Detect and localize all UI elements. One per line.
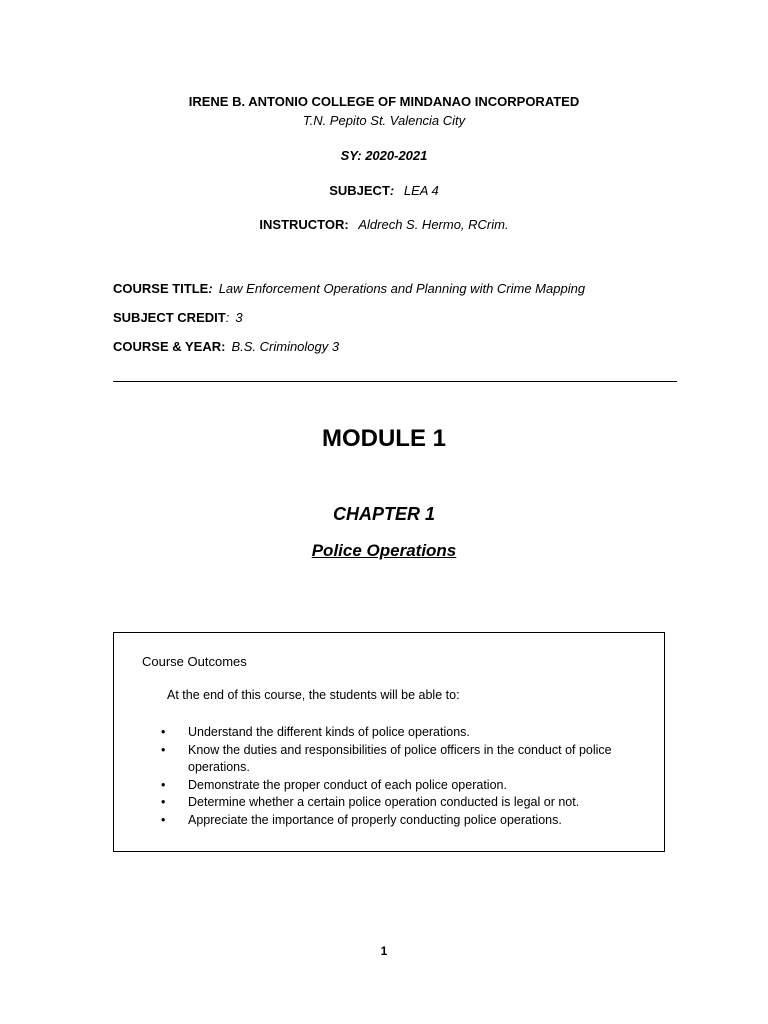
instructor-line — [0, 217, 768, 232]
instructor-value: Aldrech S. Hermo, RCrim. — [358, 217, 509, 232]
course-outcomes-heading: Course Outcomes — [142, 654, 247, 669]
subject-value: LEA 4 — [403, 183, 439, 198]
course-year-value: B.S. Criminology 3 — [231, 339, 340, 354]
page-number: 1 — [380, 944, 388, 958]
course-title-line — [113, 281, 585, 296]
course-title-colon: : — [208, 281, 213, 296]
course-title-label: COURSE TITLE — [113, 281, 209, 296]
list-item: • Determine whether a certain police operation conducted is legal or not. — [161, 794, 631, 812]
course-year-label: COURSE & YEAR: — [113, 339, 226, 354]
course-outcomes-intro: At the end of this course, the students will be able to: — [167, 688, 460, 702]
subject-credit-value: 3 — [235, 310, 243, 325]
list-item: • Appreciate the importance of properly conducting police operations. — [161, 812, 631, 830]
subject-colon: : — [389, 183, 395, 198]
course-outcomes-list — [161, 724, 631, 829]
subject-credit-label: SUBJECT CREDIT — [113, 310, 226, 325]
course-year-line — [113, 339, 339, 354]
chapter-subtitle-text: Police Operations — [311, 541, 457, 560]
subject-line — [0, 183, 768, 198]
list-item: • Know the duties and responsibilities of police officers in the conduct of police operations. — [161, 742, 631, 777]
school-year: SY: 2020-2021 — [340, 148, 428, 163]
college-name: IRENE B. ANTONIO COLLEGE OF MINDANAO INCORPORATED — [188, 94, 580, 109]
instructor-label: INSTRUCTOR: — [259, 217, 349, 232]
list-item: • Understand the different kinds of police operations. — [161, 724, 631, 742]
course-outcomes-box — [113, 632, 665, 852]
chapter-title: CHAPTER 1 — [332, 504, 435, 524]
module-title: MODULE 1 — [321, 425, 446, 452]
course-title-value: Law Enforcement Operations and Planning with Crime Mapping — [218, 281, 586, 296]
chapter-subtitle — [0, 541, 768, 561]
subject-label: SUBJECT — [329, 183, 390, 198]
list-item: • Demonstrate the proper conduct of each police operation. — [161, 777, 631, 795]
subject-credit-colon: : — [225, 310, 230, 325]
college-address: T.N. Pepito St. Valencia City — [302, 113, 466, 128]
section-divider — [113, 381, 677, 382]
subject-credit-line — [113, 310, 243, 325]
